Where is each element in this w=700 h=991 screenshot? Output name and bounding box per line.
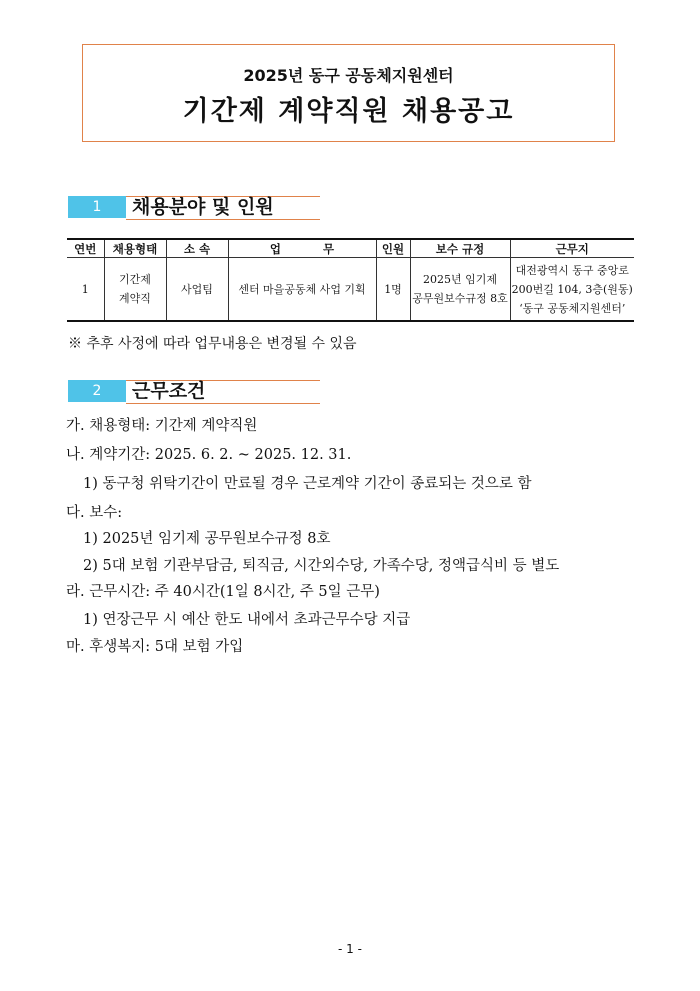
col-header-dept: 소 속: [166, 239, 228, 258]
condition-subitem: 2) 5대 보험 기관부담금, 퇴직금, 시간외수당, 가족수당, 정액급식비 등 별도: [83, 558, 560, 574]
col-header-type: 채용형태: [104, 239, 166, 258]
recruitment-table: [67, 238, 634, 322]
condition-item: 라. 근무시간: 주 40시간(1일 8시간, 주 5일 근무): [66, 584, 380, 600]
cell-no: 1: [67, 258, 104, 322]
cell-dept: 사업팀: [166, 258, 228, 322]
col-header-place: 근무지: [510, 239, 634, 258]
cell-type-line: 기간제: [119, 273, 151, 286]
col-header-no: 연번: [67, 239, 104, 258]
cell-type: [104, 258, 166, 322]
col-header-count: 인원: [376, 239, 410, 258]
section-1-heading: [68, 196, 320, 220]
condition-item: 나. 계약기간: 2025. 6. 2. ~ 2025. 12. 31.: [66, 447, 352, 463]
section-2-number: 2: [68, 380, 126, 402]
condition-item: 마. 후생복지: 5대 보험 가입: [66, 639, 244, 655]
cell-place-line: ‘동구 공동체지원센터’: [519, 301, 626, 315]
section-1-underline: [126, 219, 320, 220]
col-header-duty: 업 무: [228, 239, 376, 258]
cell-place-line: 대전광역시 동구 중앙로: [515, 263, 629, 277]
cell-place-line: 200번길 104, 3층(원동): [511, 282, 633, 296]
title-box: [82, 44, 615, 142]
condition-subitem: 1) 2025년 임기제 공무원보수규정 8호: [83, 531, 331, 547]
condition-item: 가. 채용형태: 기간제 계약직원: [66, 418, 258, 434]
cell-duty: 센터 마을공동체 사업 기획: [228, 258, 376, 322]
notice-title: 기간제 계약직원 채용공고: [182, 96, 515, 127]
col-header-pay: 보수 규정: [410, 239, 510, 258]
cell-type-line: 계약직: [119, 292, 151, 305]
section-2-underline: [126, 403, 320, 404]
section-2-title: 근무조건: [132, 380, 206, 402]
cell-count: 1명: [376, 258, 410, 322]
cell-pay: [410, 258, 510, 322]
condition-subitem: 1) 동구청 위탁기간이 만료될 경우 근로계약 기간이 종료되는 것으로 함: [83, 476, 532, 492]
section-1-number: 1: [68, 196, 126, 218]
condition-subitem: 1) 연장근무 시 예산 한도 내에서 초과근무수당 지급: [83, 612, 411, 628]
section-1-title: 채용분야 및 인원: [132, 196, 274, 218]
table-note: ※ 추후 사정에 따라 업무내용은 변경될 수 있음: [68, 336, 357, 352]
notice-subtitle: 2025년 동구 공동체지원센터: [243, 66, 454, 85]
condition-item: 다. 보수:: [66, 505, 123, 521]
page-number: - 1 -: [338, 942, 362, 956]
table-header-row: [67, 239, 634, 258]
cell-pay-line: 공무원보수규정 8호: [412, 292, 508, 305]
cell-place: [510, 258, 634, 322]
table-row: [67, 258, 634, 322]
section-2-heading: [68, 380, 320, 404]
cell-pay-line: 2025년 임기제: [423, 273, 497, 286]
